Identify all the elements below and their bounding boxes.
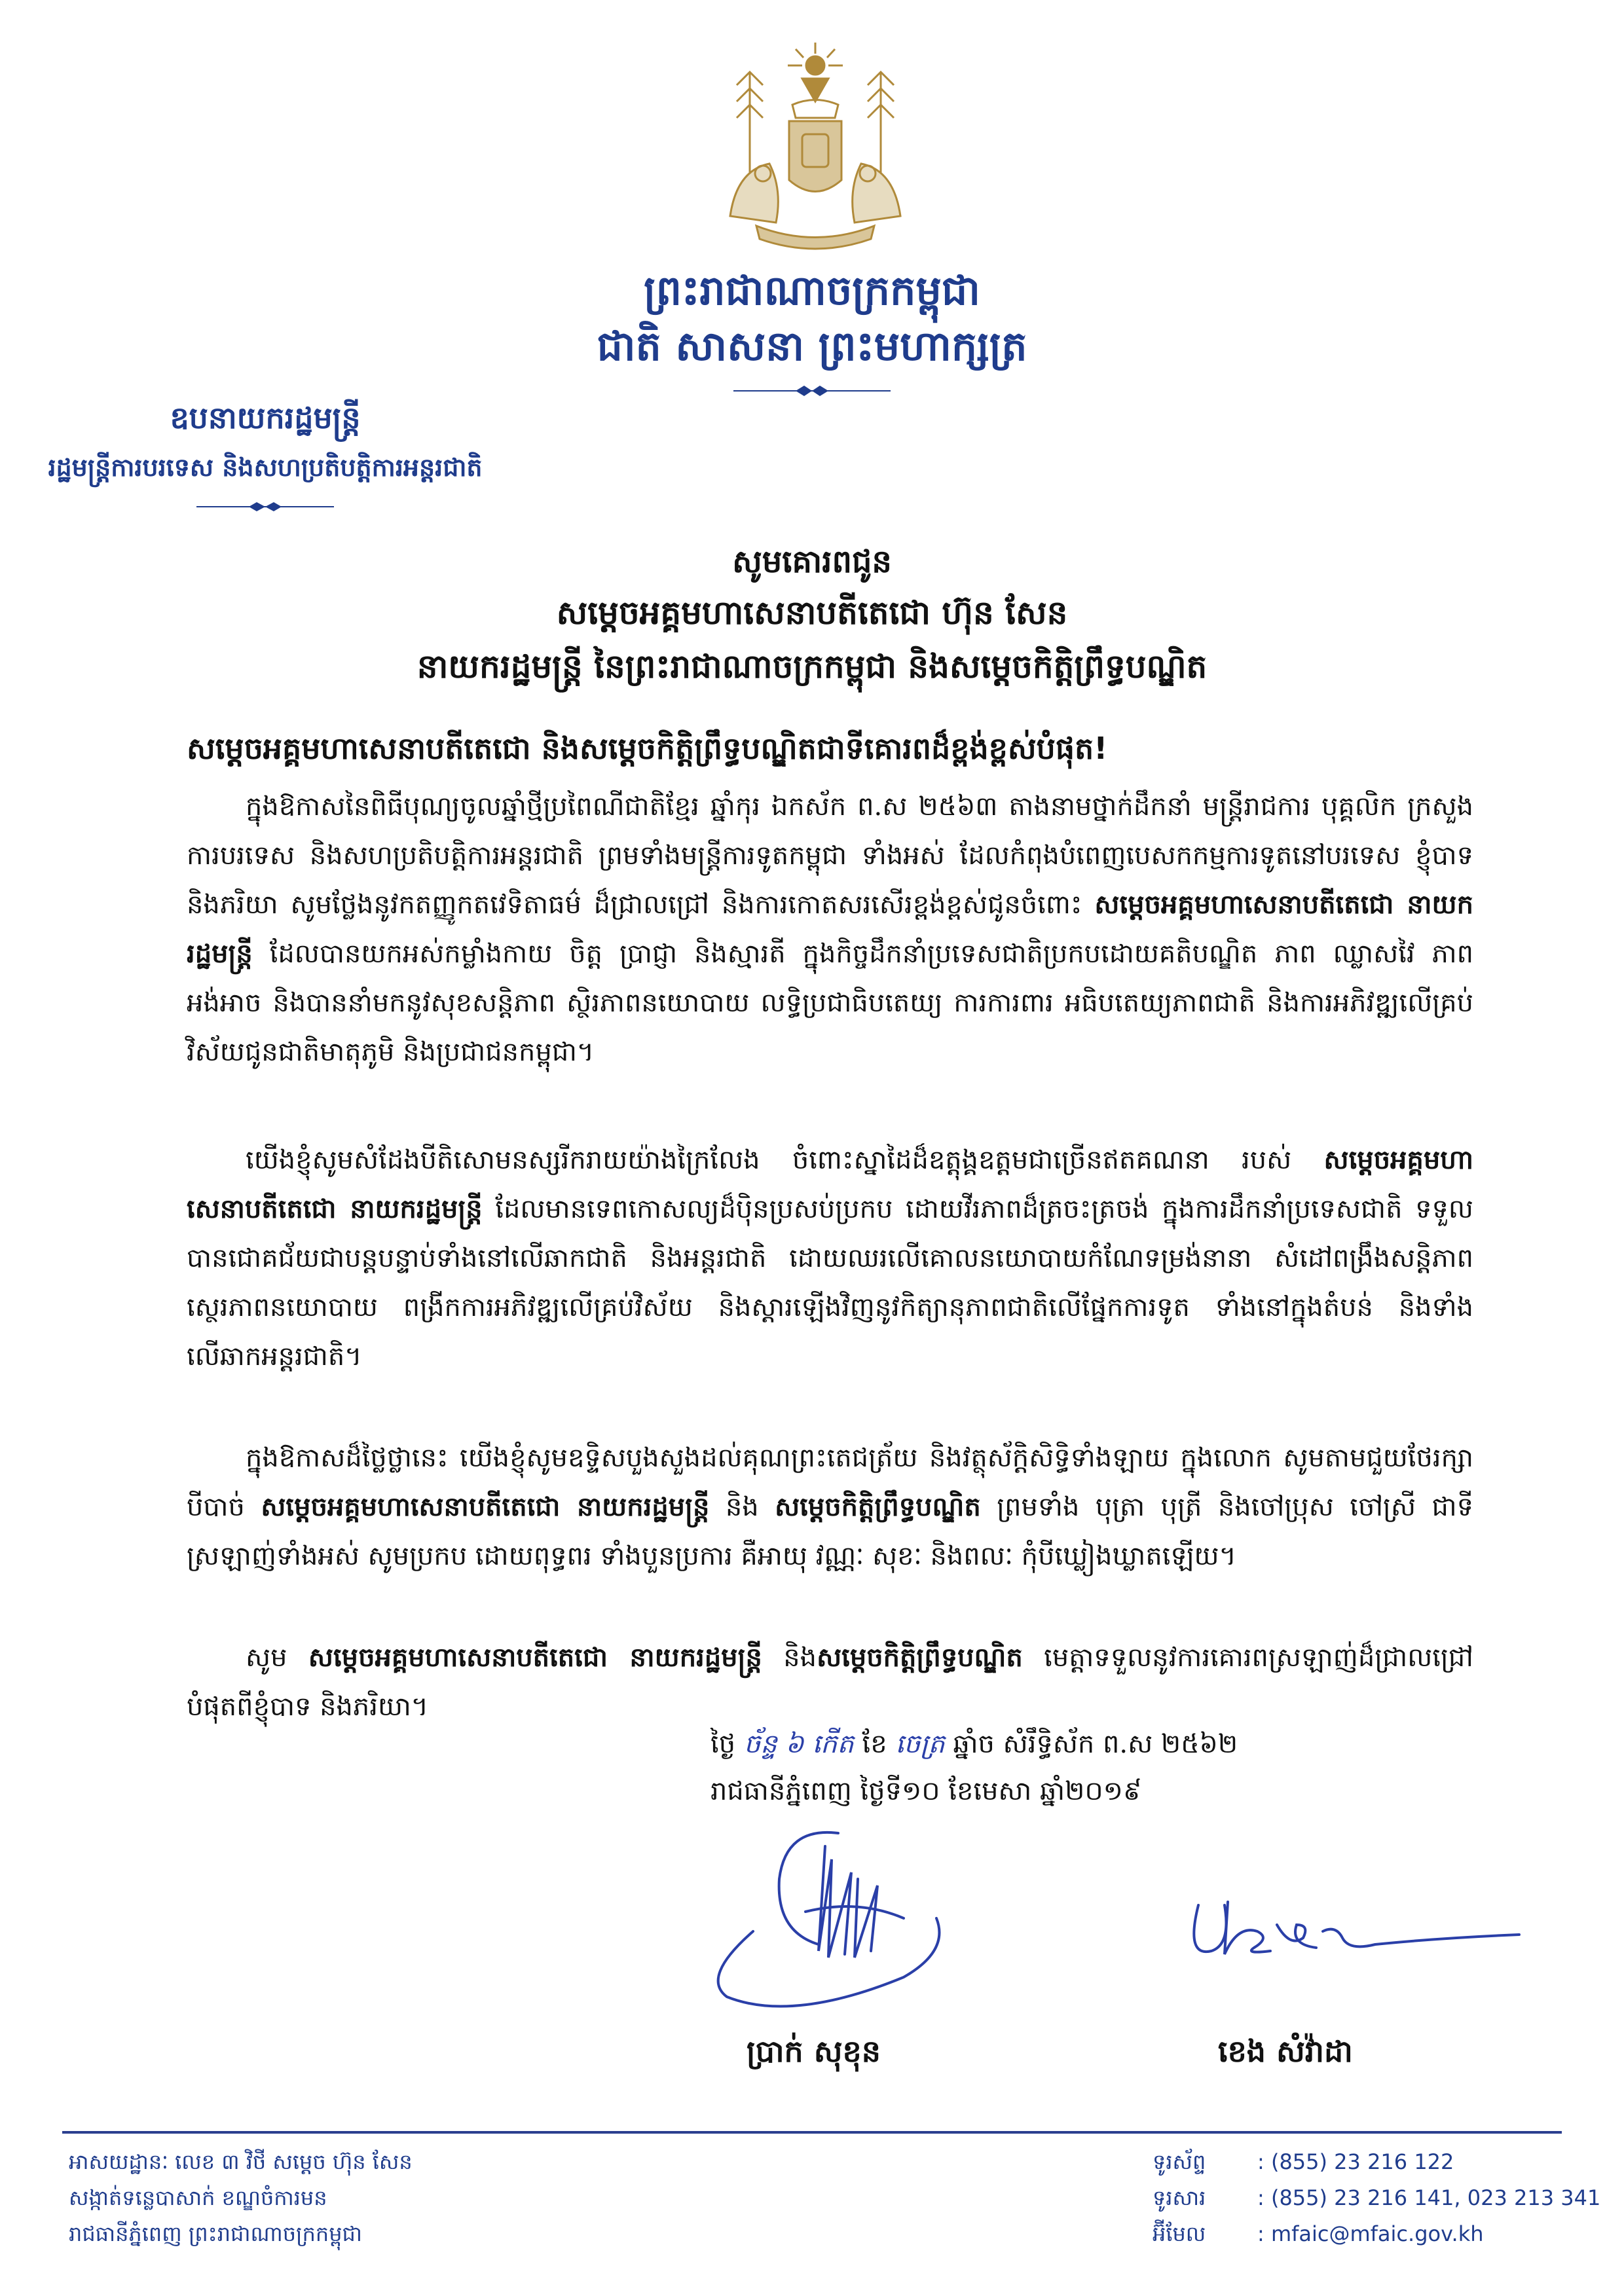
phone-label: ទូរស័ព្ទ bbox=[1153, 2149, 1206, 2174]
body-paragraph-4 bbox=[187, 1633, 1473, 1732]
ornament-divider-icon bbox=[733, 383, 891, 399]
email-value[interactable]: : mfaic@mfaic.gov.kh bbox=[1257, 2221, 1484, 2246]
email-label: អ៊ីមែល bbox=[1153, 2221, 1206, 2246]
kingdom-title: ព្រះរាជាណាចក្រកម្ពុជា bbox=[644, 266, 980, 314]
p4-bold-2: សម្តេចកិត្តិព្រឹទ្ធបណ្ឌិត bbox=[817, 1643, 1023, 1673]
p4-bold-1: សម្តេចអគ្គមហាសេនាបតីតេជោ នាយករដ្ឋមន្ត្រី bbox=[308, 1643, 762, 1673]
footer-email bbox=[1153, 2216, 1600, 2252]
p4-text-a: សូម bbox=[246, 1643, 308, 1673]
footer-contacts bbox=[1153, 2144, 1600, 2252]
p2-bold: សម្តេចអគ្គមហាសេនាបតីតេជោ នាយករដ្ឋមន្ត្រី bbox=[187, 1145, 1473, 1224]
footer-address bbox=[69, 2144, 413, 2252]
salutation: សម្តេចអគ្គមហាសេនាបតីតេជោ និងសម្តេចកិត្តិព្រឹទ្ធបណ្ឌិតជាទីគោរពដ៏ខ្ពង់ខ្ពស់បំផុត! bbox=[187, 731, 1108, 766]
lunar-date bbox=[710, 1727, 1238, 1766]
fax-label: ទូរសារ bbox=[1153, 2185, 1206, 2210]
signatory-left-name: ប្រាក់ សុខុន bbox=[747, 2033, 881, 2069]
signature-left-icon bbox=[688, 1820, 976, 2030]
lunar-day: ច័ន្ទ ៦ កើត bbox=[743, 1729, 854, 1759]
addressee-line-2: សម្តេចអគ្គមហាសេនាបតីតេជោ ហ៊ុន សែន bbox=[556, 594, 1068, 632]
national-motto: ជាតិ សាសនា ព្រះមហាក្សត្រ bbox=[597, 322, 1027, 370]
p2-text-a: យើងខ្ញុំសូមសំដែងបីតិសោមនស្សរីករាយយ៉ាងក្រៃលែង ចំពោះស្នាដៃដ៏ឧត្តុង្គឧត្តមជាច្រើនឥតគណនា របស់ bbox=[246, 1145, 1324, 1175]
body-paragraph-2 bbox=[187, 1136, 1473, 1381]
p3-text-e: ព្រមទាំង បុត្រា បុត្រី និងចៅប្រុស ចៅស្រី ជាទីស្រឡាញ់ទាំងអស់ សូមប្រកប ដោយពុទ្ធពរ ទាំងបួនប្រការ គឺអាយុ វណ្ណៈ សុខៈ និងពលៈ កុំបីឃ្លៀងឃ្លាតឡើយ។ bbox=[187, 1492, 1473, 1571]
p3-bold-1: សម្តេចអគ្គមហាសេនាបតីតេជោ នាយករដ្ឋមន្ត្រី bbox=[261, 1492, 710, 1522]
royal-coat-of-arms-icon bbox=[710, 39, 920, 255]
p3-bold-2: សម្តេចកិត្តិព្រឹទ្ធបណ្ឌិត bbox=[775, 1492, 981, 1522]
p3-text-a: ក្នុងឱកាសដ៏ថ្លៃថ្លានេះ យើងខ្ញុំសូមឧទ្ទិសបួងសួងដល់គុណព្រះតេជត្រ័យ និងវត្ថុស័ក្តិសិទ្ធិទាំងឡាយ ក្នុងលោក សូមតាមជួយថែរក្សាបីបាច់ bbox=[187, 1443, 1473, 1522]
signatory-right-name: ខេង សំវ៉ាដា bbox=[1218, 2033, 1353, 2069]
fax-value: : (855) 23 216 141, 023 213 341 bbox=[1257, 2185, 1601, 2210]
addressee-line-3: នាយករដ្ឋមន្ត្រី នៃព្រះរាជាណាចក្រកម្ពុជា និងសម្តេចកិត្តិព្រឹទ្ធបណ្ឌិត bbox=[416, 647, 1208, 685]
phone-value: : (855) 23 216 122 bbox=[1257, 2149, 1454, 2174]
lunar-year: ឆ្នាំច សំរឹទ្ធិស័ក ព.ស ២៥៦២ bbox=[953, 1729, 1238, 1759]
footer-divider bbox=[62, 2131, 1562, 2134]
footer-address-line-3: រាជធានីភ្នំពេញ ព្រះរាជាណាចក្រកម្ពុជា bbox=[69, 2221, 362, 2246]
ornament-divider-icon bbox=[196, 500, 334, 514]
lunar-month-prefix: ខែ bbox=[862, 1729, 887, 1759]
lunar-month: ចេត្រ bbox=[895, 1729, 945, 1759]
p4-text-e: មេត្តាទទួលនូវការគោរពស្រឡាញ់ដ៏ជ្រាលជ្រៅបំផុតពីខ្ញុំបាទ និងភរិយា។ bbox=[187, 1643, 1473, 1722]
lunar-day-prefix: ថ្ងៃ bbox=[710, 1729, 736, 1759]
body-paragraph-3 bbox=[187, 1434, 1473, 1581]
p3-text-c: និង bbox=[709, 1492, 775, 1522]
p4-text-c: និង bbox=[762, 1643, 817, 1673]
signature-right-icon bbox=[1179, 1886, 1532, 1977]
footer-phone bbox=[1153, 2144, 1600, 2180]
footer-address-line-2: សង្កាត់ទន្លេបាសាក់ ខណ្ឌចំការមន bbox=[69, 2185, 327, 2210]
p2-text-c: ដែលមានទេពកោសល្យដ៏ប៉ិនប្រសប់ប្រកប ដោយវីរភាពដ៏ត្រចះត្រចង់ ក្នុងការដឹកនាំប្រទេសជាតិ ទទួលបានជោគជ័យជាបន្តបន្ទាប់ទាំងនៅលើឆាកជាតិ និងអន្តរជាតិ ដោយឈរលើគោលនយោបាយកំណែទម្រង់នានា សំដៅពង្រឹងសន្តិភាព ស្ថេរភាពនយោបាយ ពង្រីកការអភិវឌ្ឍលើគ្រប់វិស័យ និងស្តារឡើងវិញនូវកិត្យានុភាពជាតិលើផ្នែកការទូត ទាំងនៅក្នុងតំបន់ និងទាំង លើឆាកអន្តរជាតិ។ bbox=[187, 1194, 1473, 1372]
p1-bold: សម្តេចអគ្គមហាសេនាបតីតេជោ នាយករដ្ឋមន្ត្រី bbox=[187, 890, 1473, 969]
solar-date: រាជធានីភ្នំពេញ ថ្ងៃទី១០ ខែមេសា ឆ្នាំ២០១៩ bbox=[710, 1776, 1142, 1806]
p1-text-a: ក្នុងឱកាសនៃពិធីបុណ្យចូលឆ្នាំថ្មីប្រពៃណីជាតិខ្មែរ ឆ្នាំកុរ ឯកស័ក ព.ស ២៥៦៣ តាងនាមថ្នាក់ដឹកនាំ មន្ត្រីរាជការ បុគ្គលិក ក្រសួងការបរទេស និងសហប្រតិបត្តិការអន្តរជាតិ ព្រមទាំងមន្ត្រីការទូតកម្ពុជា ទាំងអស់ ដែលកំពុងបំពេញបេសកកម្មការទូតនៅបរទេស ខ្ញុំបាទ និងភរិយា សូមថ្លែងនូវកតញ្ញូកតវេទិតាធម៌ ដ៏ជ្រាលជ្រៅ និងការកោតសរសើរខ្ពង់ខ្ពស់ជូនចំពោះ bbox=[187, 792, 1473, 920]
office-subtitle: រដ្ឋមន្ត្រីការបរទេស និងសហប្រតិបត្តិការអន្តរជាតិ bbox=[48, 453, 483, 482]
body-paragraph-1 bbox=[187, 782, 1473, 1077]
p1-text-c: ដែលបានយកអស់កម្លាំងកាយ ចិត្ត ប្រាជ្ញា និងស្មារតី ក្នុងកិច្ចដឹកនាំប្រទេសជាតិប្រកបដោយគតិបណ្ឌិត ភាព ឈ្លាសវៃ ភាពអង់អាច និងបាននាំមកនូវសុខសន្តិភាព ស្ថិរភាពនយោបាយ លទ្ធិប្រជាធិបតេយ្យ ការការពារ អធិបតេយ្យភាពជាតិ និងការអភិវឌ្ឍលើគ្រប់វិស័យជូនជាតិមាតុភូមិ និងប្រជាជនកម្ពុជា។ bbox=[187, 939, 1473, 1067]
footer-fax bbox=[1153, 2180, 1600, 2216]
addressee-line-1: សូមគោរពជូន bbox=[732, 543, 892, 580]
footer-address-line-1: អាសយដ្ឋានៈ លេខ ៣ វិថី សម្តេច ហ៊ុន សែន bbox=[69, 2149, 413, 2174]
office-title: ឧបនាយករដ្ឋមន្ត្រី bbox=[170, 400, 361, 435]
